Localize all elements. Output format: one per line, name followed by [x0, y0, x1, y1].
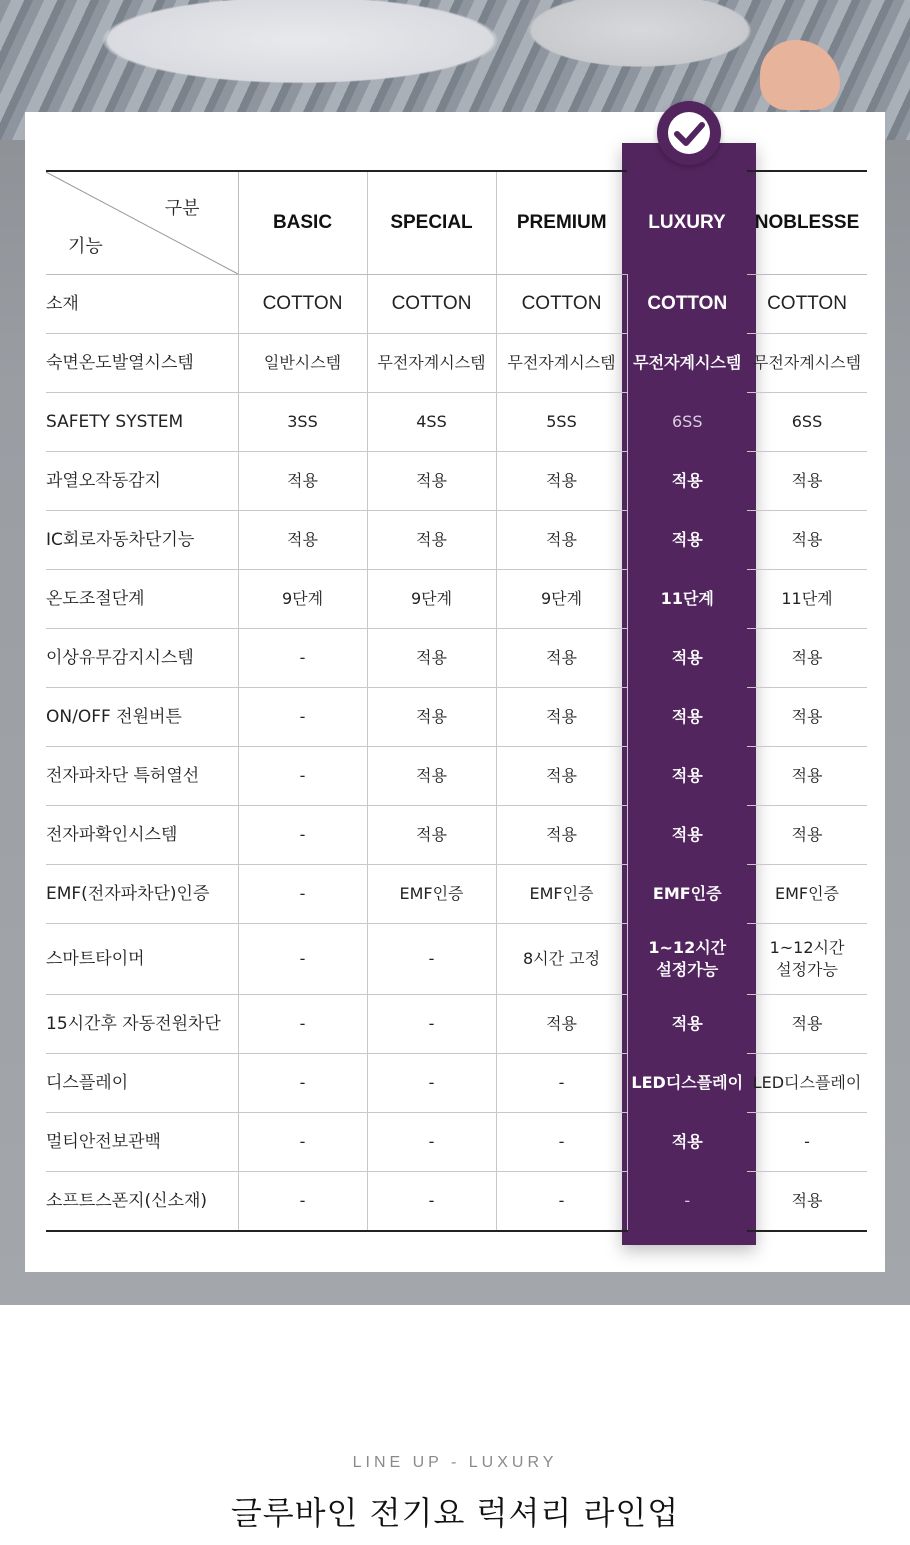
footer-subtitle: LINE UP - LUXURY	[352, 1454, 558, 1471]
cell-special: 적용	[367, 452, 496, 511]
cell-luxury: 적용	[671, 1014, 703, 1033]
cell-noblesse: 11단계	[747, 570, 867, 629]
cell-basic: 적용	[238, 511, 367, 570]
cell-special: 적용	[367, 747, 496, 806]
cell-basic: -	[238, 629, 367, 688]
cell-noblesse: EMF인증	[747, 865, 867, 924]
cell-noblesse: LED디스플레이	[747, 1054, 867, 1113]
cell-premium: -	[496, 1113, 627, 1172]
feature-label: 과열오작동감지	[46, 452, 238, 511]
table-row	[46, 275, 867, 334]
cell-basic: 일반시스템	[238, 334, 367, 393]
cell-basic: 9단계	[238, 570, 367, 629]
cell-luxury: 11단계	[660, 589, 714, 608]
footer-title: 글루바인 전기요 럭셔리 라인업	[230, 1494, 680, 1532]
cell-premium: -	[496, 1172, 627, 1232]
feature-label: SAFETY SYSTEM	[46, 393, 238, 452]
cell-premium: 9단계	[496, 570, 627, 629]
table-row	[46, 995, 867, 1054]
cell-special: 무전자계시스템	[367, 334, 496, 393]
cell-luxury: 적용	[671, 530, 703, 549]
cell-luxury: LED디스플레이	[631, 1073, 744, 1092]
cell-luxury: 적용	[671, 1132, 703, 1151]
cell-special: -	[367, 1172, 496, 1232]
table-header-row	[46, 171, 867, 275]
cell-premium: COTTON	[496, 275, 627, 334]
column-header-basic: BASIC	[238, 171, 367, 275]
cell-premium: 적용	[496, 452, 627, 511]
cell-basic: -	[238, 865, 367, 924]
cell-special: 적용	[367, 806, 496, 865]
diagonal-divider	[46, 172, 238, 274]
cell-basic: 적용	[238, 452, 367, 511]
comparison-table-body	[46, 275, 867, 1232]
cell-noblesse: 적용	[747, 452, 867, 511]
feature-label: 멀티안전보관백	[46, 1113, 238, 1172]
feature-label: 온도조절단계	[46, 570, 238, 629]
column-header-luxury: LUXURY	[648, 212, 726, 233]
feature-label: 소재	[46, 275, 238, 334]
cell-special: EMF인증	[367, 865, 496, 924]
cell-premium: 적용	[496, 806, 627, 865]
table-row	[46, 511, 867, 570]
cell-noblesse: 적용	[747, 511, 867, 570]
cell-noblesse: 적용	[747, 806, 867, 865]
feature-label: IC회로자동차단기능	[46, 511, 238, 570]
cell-luxury: 적용	[671, 766, 703, 785]
cell-premium: EMF인증	[496, 865, 627, 924]
cell-luxury: 1~12시간 설정가능	[648, 938, 727, 979]
feature-label: 이상유무감지시스템	[46, 629, 238, 688]
cell-noblesse: 적용	[747, 995, 867, 1054]
cell-basic: -	[238, 747, 367, 806]
table-row	[46, 688, 867, 747]
table-row	[46, 865, 867, 924]
cell-noblesse: -	[747, 1113, 867, 1172]
feature-label: 숙면온도발열시스템	[46, 334, 238, 393]
feature-label: 전자파확인시스템	[46, 806, 238, 865]
cell-basic: -	[238, 806, 367, 865]
cell-basic: -	[238, 924, 367, 995]
cell-special: 9단계	[367, 570, 496, 629]
cell-basic: -	[238, 995, 367, 1054]
table-row	[46, 452, 867, 511]
cell-premium: 8시간 고정	[496, 924, 627, 995]
cell-special: 적용	[367, 511, 496, 570]
feature-label: 디스플레이	[46, 1054, 238, 1113]
column-header-special: SPECIAL	[367, 171, 496, 275]
feature-label: 소프트스폰지(신소재)	[46, 1172, 238, 1232]
corner-label-category: 구분	[164, 198, 200, 218]
cell-premium: 적용	[496, 629, 627, 688]
column-header-noblesse: NOBLESSE	[747, 171, 867, 275]
cell-special: -	[367, 1054, 496, 1113]
cell-luxury: -	[684, 1191, 691, 1210]
feature-label: 15시간후 자동전원차단	[46, 995, 238, 1054]
cell-luxury: 적용	[671, 648, 703, 667]
cell-luxury: COTTON	[647, 293, 728, 314]
cell-noblesse: COTTON	[747, 275, 867, 334]
cell-luxury: 무전자계시스템	[633, 353, 742, 372]
table-row	[46, 924, 867, 995]
comparison-table	[46, 170, 867, 1232]
cell-basic: -	[238, 688, 367, 747]
cell-premium: 적용	[496, 747, 627, 806]
cell-premium: 무전자계시스템	[496, 334, 627, 393]
cell-special: -	[367, 995, 496, 1054]
cell-premium: 적용	[496, 995, 627, 1054]
table-row	[46, 334, 867, 393]
cell-premium: 적용	[496, 688, 627, 747]
cell-noblesse: 6SS	[747, 393, 867, 452]
check-circle-icon	[657, 101, 721, 165]
cell-basic: -	[238, 1054, 367, 1113]
table-row	[46, 806, 867, 865]
cell-premium: 5SS	[496, 393, 627, 452]
table-row	[46, 570, 867, 629]
header-corner-cell	[46, 171, 238, 275]
cell-noblesse: 무전자계시스템	[747, 334, 867, 393]
table-row	[46, 1054, 867, 1113]
cell-special: -	[367, 924, 496, 995]
feature-label: ON/OFF 전원버튼	[46, 688, 238, 747]
cell-luxury: 6SS	[672, 412, 703, 431]
table-row	[46, 1172, 867, 1232]
cell-special: 적용	[367, 629, 496, 688]
feature-label: 스마트타이머	[46, 924, 238, 995]
cell-special: 4SS	[367, 393, 496, 452]
cell-luxury: 적용	[671, 825, 703, 844]
table-row	[46, 393, 867, 452]
cell-premium: -	[496, 1054, 627, 1113]
feature-label: 전자파차단 특허열선	[46, 747, 238, 806]
cell-noblesse: 적용	[747, 1172, 867, 1232]
cell-noblesse: 적용	[747, 747, 867, 806]
table-row	[46, 1113, 867, 1172]
cell-luxury: 적용	[671, 707, 703, 726]
cell-noblesse: 1~12시간 설정가능	[747, 924, 867, 995]
cell-basic: COTTON	[238, 275, 367, 334]
cell-basic: 3SS	[238, 393, 367, 452]
cell-luxury: 적용	[671, 471, 703, 490]
cell-special: 적용	[367, 688, 496, 747]
table-row	[46, 747, 867, 806]
cell-luxury: EMF인증	[652, 884, 722, 903]
cell-noblesse: 적용	[747, 629, 867, 688]
column-header-premium: PREMIUM	[496, 171, 627, 275]
cell-special: COTTON	[367, 275, 496, 334]
cell-basic: -	[238, 1172, 367, 1232]
cell-basic: -	[238, 1113, 367, 1172]
luxury-check-badge	[657, 101, 721, 165]
cell-noblesse: 적용	[747, 688, 867, 747]
feature-label: EMF(전자파차단)인증	[46, 865, 238, 924]
corner-label-feature: 기능	[68, 236, 103, 256]
table-row	[46, 629, 867, 688]
cell-special: -	[367, 1113, 496, 1172]
cell-premium: 적용	[496, 511, 627, 570]
